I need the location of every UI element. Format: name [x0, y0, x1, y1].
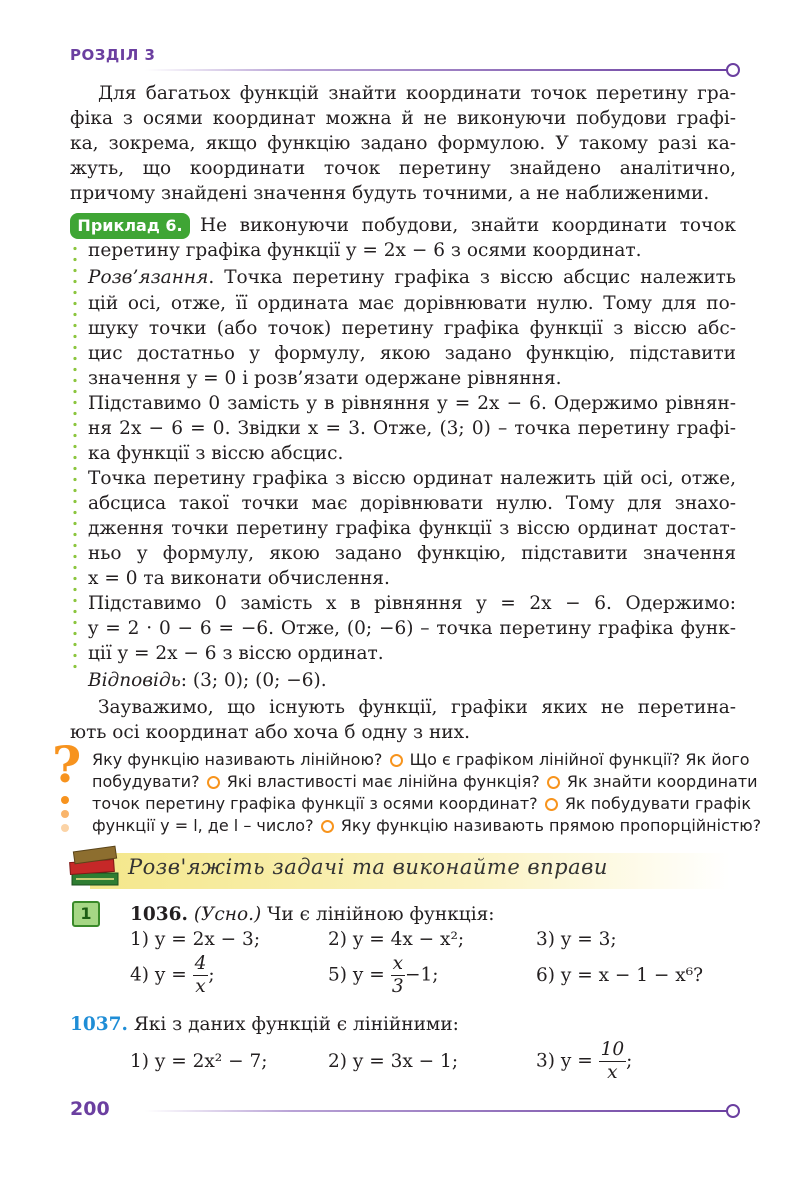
remark-line: Зауважимо, що існують функції, графіки яких не перетина- — [98, 697, 736, 718]
intro-line: Для багатьох функцій знайти координати точок перетину гра- — [98, 83, 736, 104]
exercise-1036-header — [130, 903, 495, 927]
question-line — [92, 794, 751, 814]
fraction-numerator: x — [392, 953, 404, 974]
question-line — [92, 750, 750, 770]
solution-line: дження точки перетину графіка функції з віссю ординат достат- — [88, 518, 736, 539]
fraction — [599, 1039, 627, 1084]
exercise-item: 2) y = 4x − x²; — [328, 929, 465, 950]
solution-line: абсциса такої точки має дорівнювати нулю. Тому для знахо- — [88, 493, 736, 514]
item-suffix: −1; — [405, 964, 439, 986]
ring-icon — [545, 798, 558, 811]
header-rule — [145, 69, 730, 71]
exercise-note: (Усно.) — [193, 904, 262, 925]
header-rule-dot — [726, 63, 740, 77]
ring-icon — [547, 776, 560, 789]
solution-line: ка функції з віссю абсцис. — [88, 443, 344, 464]
question-dot-icon — [61, 824, 69, 832]
answer-line — [88, 669, 327, 693]
example-task-line: перетину графіка функції y = 2x − 6 з осями координат. — [88, 240, 642, 261]
answer-value: : (3; 0); (0; −6). — [180, 670, 327, 691]
page-number: 200 — [70, 1098, 110, 1120]
exercise-number: 1036. — [130, 904, 188, 925]
question-text: точок перетину графіка функції з осями координат? — [92, 794, 538, 813]
intro-line: фіка з осями координат можна й не виконуючи побудови графі- — [70, 108, 736, 129]
solution-line: ції y = 2x − 6 з віссю ординат. — [88, 643, 384, 664]
ring-icon — [207, 776, 220, 789]
fraction-denominator: 3 — [391, 976, 404, 997]
exercise-item — [536, 1039, 632, 1084]
question-text: Як знайти координати — [566, 772, 758, 791]
solution-first-line — [88, 266, 736, 290]
section-label: РОЗДІЛ 3 — [70, 46, 156, 64]
fraction-denominator: x — [195, 976, 206, 997]
example-badge: Приклад 6. — [70, 213, 190, 239]
books-icon — [68, 843, 122, 889]
fraction — [391, 953, 405, 998]
ring-icon — [390, 754, 403, 767]
question-line — [92, 772, 758, 792]
solution-line: шуку точки (або точок) перетину графіка функції з віссю абс- — [88, 318, 736, 339]
exercise-item — [130, 953, 215, 998]
exercise-item: 3) y = 3; — [536, 929, 617, 950]
solution-text: . Точка перетину графіка з віссю абсцис належить — [208, 267, 736, 288]
intro-line: жуть, що координати точок перетину знайдено аналітично, — [70, 158, 736, 179]
exercise-item — [328, 953, 439, 998]
solution-line: y = 2 · 0 − 6 = −6. Отже, (0; −6) – точка перетину графіка функ- — [88, 618, 736, 639]
exercise-item: 2) y = 3x − 1; — [328, 1051, 459, 1072]
item-suffix: ; — [626, 1050, 633, 1072]
remark-line: ють осі координат або хоча б одну з них. — [70, 722, 470, 743]
item-suffix: ; — [208, 964, 215, 986]
item-prefix: 5) y = — [328, 964, 385, 986]
solution-line: значення y = 0 і розв’язати одержане рівняння. — [88, 368, 562, 389]
question-text: Як побудувати графік — [564, 794, 751, 813]
footer-rule-dot — [726, 1104, 740, 1118]
example-task-line: Не виконуючи побудови, знайти координати точок — [200, 215, 736, 236]
solution-line: Підставимо 0 замість x в рівняння y = 2x − 6. Одержимо: — [88, 593, 736, 614]
question-text: Яку функцію називають прямою пропорційністю? — [340, 816, 762, 835]
intro-line: причому знайдені значення будуть точними, а не наближеними. — [70, 183, 710, 204]
question-dot-icon — [61, 810, 69, 818]
solution-line: цис достатньо у формулу, якою задано функцію, підставити — [88, 343, 736, 364]
exercise-number: 1037. — [70, 1014, 128, 1035]
intro-line: ка, зокрема, якщо функцію задано формулою. У такому разі ка- — [70, 133, 736, 154]
question-line — [92, 816, 761, 836]
fraction-denominator: x — [607, 1062, 618, 1083]
item-prefix: 4) y = — [130, 964, 187, 986]
exercise-item: 6) y = x − 1 − x⁶? — [536, 965, 704, 986]
exercises-banner-title: Розв'яжіть задачі та виконайте вправи — [128, 855, 608, 879]
exercise-1037-header — [70, 1013, 459, 1037]
solution-line: Підставимо 0 замість y в рівняння y = 2x − 6. Одержимо рівнян- — [88, 393, 736, 414]
solution-line: Точка перетину графіка з віссю ординат належить цій осі, отже, — [88, 468, 736, 489]
solution-label: Розв’язання — [88, 267, 209, 288]
exercise-item: 1) y = 2x − 3; — [130, 929, 261, 950]
fraction — [193, 953, 209, 998]
question-text: побудувати? — [92, 772, 200, 791]
solution-line: ня 2x − 6 = 0. Звідки x = 3. Отже, (3; 0) – точка перетину графі- — [88, 418, 736, 439]
question-mark-icon: ? — [52, 735, 82, 794]
example-dotted-border — [73, 243, 77, 673]
solution-line: ньо у формулу, якою задано функцію, підставити значення — [88, 543, 736, 564]
ring-icon — [321, 820, 334, 833]
question-dot-icon — [61, 796, 69, 804]
fraction-numerator: 10 — [600, 1039, 625, 1060]
solution-line: цій осі, отже, її ордината має дорівнювати нулю. Тому для по- — [88, 293, 736, 314]
fraction-numerator: 4 — [194, 953, 207, 974]
question-text: функції y = l, де l – число? — [92, 816, 314, 835]
question-text: Що є графіком лінійної функції? Як його — [409, 750, 750, 769]
exercise-item: 1) y = 2x² − 7; — [130, 1051, 268, 1072]
footer-rule — [145, 1110, 730, 1112]
level-badge: 1 — [72, 901, 100, 927]
question-text: Яку функцію називають лінійною? — [92, 750, 383, 769]
item-prefix: 3) y = — [536, 1050, 593, 1072]
answer-label: Відповідь — [88, 670, 181, 691]
exercise-text: Які з даних функцій є лінійними: — [133, 1014, 459, 1035]
exercise-text: Чи є лінійною функція: — [267, 904, 495, 925]
solution-line: x = 0 та виконати обчислення. — [88, 568, 390, 589]
question-text: Які властивості має лінійна функція? — [226, 772, 540, 791]
